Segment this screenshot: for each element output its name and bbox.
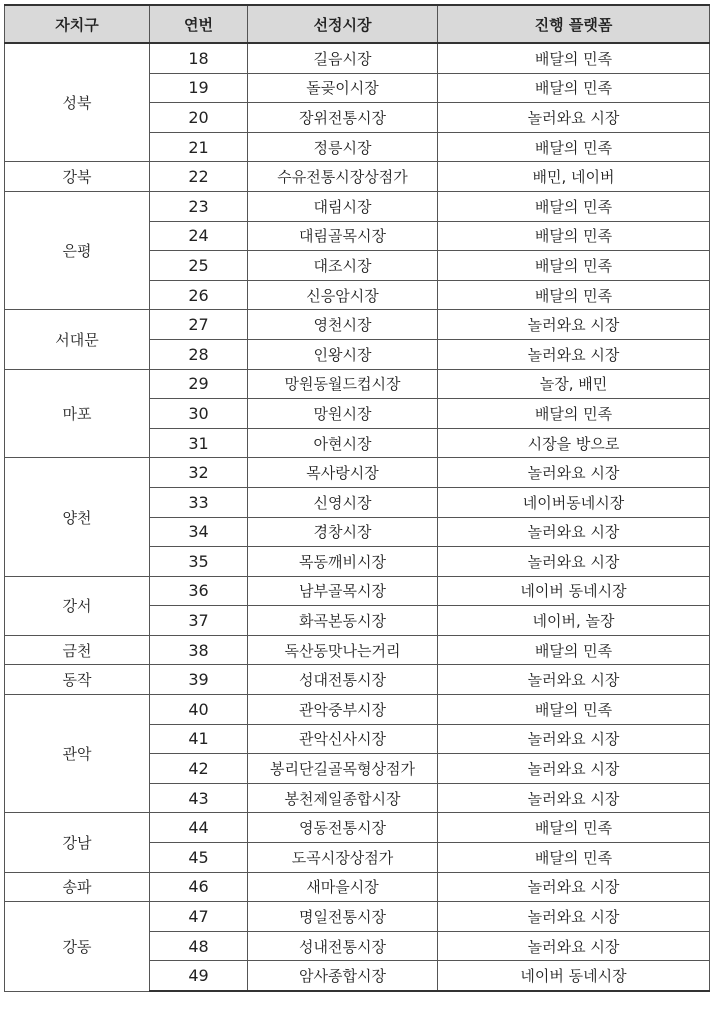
platform-cell: 배달의 민족 [438,221,710,251]
market-cell: 영천시장 [248,310,438,340]
district-cell: 양천 [5,458,150,576]
platform-cell: 놀러와요 시장 [438,339,710,369]
platform-cell: 배달의 민족 [438,73,710,103]
district-cell: 관악 [5,695,150,813]
market-cell: 목사랑시장 [248,458,438,488]
market-cell: 도곡시장상점가 [248,843,438,873]
district-cell: 강동 [5,902,150,991]
platform-cell: 네이버동네시장 [438,487,710,517]
table-row [5,695,710,725]
platform-cell: 배달의 민족 [438,813,710,843]
platform-cell: 놀러와요 시장 [438,902,710,932]
platform-cell: 놀러와요 시장 [438,931,710,961]
market-cell: 독산동맛나는거리 [248,635,438,665]
number-cell: 34 [150,517,248,547]
platform-cell: 놀러와요 시장 [438,783,710,813]
number-cell: 41 [150,724,248,754]
market-cell: 신응암시장 [248,280,438,310]
table-row [5,902,710,932]
table-row [5,162,710,192]
market-cell: 화곡본동시장 [248,606,438,636]
number-cell: 47 [150,902,248,932]
header-district: 자치구 [5,5,150,43]
market-cell: 성대전통시장 [248,665,438,695]
district-cell: 성북 [5,43,150,162]
header-number: 연번 [150,5,248,43]
market-cell: 관악신사시장 [248,724,438,754]
market-cell: 인왕시장 [248,339,438,369]
platform-cell: 네이버 동네시장 [438,961,710,991]
number-cell: 43 [150,783,248,813]
number-cell: 26 [150,280,248,310]
market-cell: 봉천제일종합시장 [248,783,438,813]
table-row [5,872,710,902]
platform-cell: 배달의 민족 [438,43,710,73]
number-cell: 48 [150,931,248,961]
platform-cell: 놀러와요 시장 [438,547,710,577]
table-header-row [5,5,710,43]
platform-cell: 배달의 민족 [438,399,710,429]
number-cell: 27 [150,310,248,340]
market-cell: 봉리단길골목형상점가 [248,754,438,784]
market-cell: 명일전통시장 [248,902,438,932]
platform-cell: 놀러와요 시장 [438,724,710,754]
number-cell: 46 [150,872,248,902]
market-cell: 경창시장 [248,517,438,547]
header-platform: 진행 플랫폼 [438,5,710,43]
platform-cell: 놀장, 배민 [438,369,710,399]
market-cell: 새마을시장 [248,872,438,902]
number-cell: 22 [150,162,248,192]
market-cell: 정릉시장 [248,132,438,162]
number-cell: 21 [150,132,248,162]
district-cell: 서대문 [5,310,150,369]
platform-cell: 네이버 동네시장 [438,576,710,606]
platform-cell: 놀러와요 시장 [438,754,710,784]
table-row [5,191,710,221]
platform-cell: 놀러와요 시장 [438,872,710,902]
number-cell: 38 [150,635,248,665]
number-cell: 35 [150,547,248,577]
district-cell: 마포 [5,369,150,458]
header-market: 선정시장 [248,5,438,43]
platform-cell: 놀러와요 시장 [438,310,710,340]
platform-cell: 배달의 민족 [438,280,710,310]
platform-cell: 시장을 방으로 [438,428,710,458]
number-cell: 19 [150,73,248,103]
number-cell: 40 [150,695,248,725]
number-cell: 36 [150,576,248,606]
market-cell: 수유전통시장상점가 [248,162,438,192]
number-cell: 39 [150,665,248,695]
platform-cell: 배달의 민족 [438,132,710,162]
district-cell: 송파 [5,872,150,902]
market-cell: 망원동월드컵시장 [248,369,438,399]
platform-cell: 배달의 민족 [438,251,710,281]
number-cell: 44 [150,813,248,843]
table-row [5,813,710,843]
market-cell: 망원시장 [248,399,438,429]
platform-cell: 놀러와요 시장 [438,458,710,488]
market-cell: 대림골목시장 [248,221,438,251]
platform-cell: 놀러와요 시장 [438,665,710,695]
platform-cell: 네이버, 놀장 [438,606,710,636]
market-cell: 남부골목시장 [248,576,438,606]
platform-cell: 놀러와요 시장 [438,517,710,547]
table-row [5,458,710,488]
number-cell: 33 [150,487,248,517]
table-row [5,635,710,665]
platform-cell: 놀러와요 시장 [438,103,710,133]
market-cell: 대림시장 [248,191,438,221]
number-cell: 37 [150,606,248,636]
platform-cell: 배달의 민족 [438,635,710,665]
table-row [5,310,710,340]
district-cell: 강서 [5,576,150,635]
table-row [5,43,710,73]
number-cell: 49 [150,961,248,991]
platform-cell: 배달의 민족 [438,843,710,873]
market-cell: 장위전통시장 [248,103,438,133]
market-cell: 관악중부시장 [248,695,438,725]
district-cell: 동작 [5,665,150,695]
district-cell: 은평 [5,191,150,309]
number-cell: 20 [150,103,248,133]
table-row [5,665,710,695]
number-cell: 32 [150,458,248,488]
table-body [5,43,710,991]
district-cell: 강남 [5,813,150,872]
market-cell: 돌곶이시장 [248,73,438,103]
market-cell: 목동깨비시장 [248,547,438,577]
market-cell: 대조시장 [248,251,438,281]
number-cell: 28 [150,339,248,369]
market-cell: 영동전통시장 [248,813,438,843]
number-cell: 23 [150,191,248,221]
market-cell: 신영시장 [248,487,438,517]
market-platform-table [4,4,710,992]
number-cell: 25 [150,251,248,281]
market-cell: 암사종합시장 [248,961,438,991]
market-cell: 성내전통시장 [248,931,438,961]
number-cell: 31 [150,428,248,458]
table-row [5,369,710,399]
number-cell: 45 [150,843,248,873]
market-cell: 길음시장 [248,43,438,73]
number-cell: 29 [150,369,248,399]
platform-cell: 배달의 민족 [438,695,710,725]
district-cell: 강북 [5,162,150,192]
table-row [5,576,710,606]
number-cell: 24 [150,221,248,251]
platform-cell: 배달의 민족 [438,191,710,221]
number-cell: 42 [150,754,248,784]
number-cell: 18 [150,43,248,73]
district-cell: 금천 [5,635,150,665]
platform-cell: 배민, 네이버 [438,162,710,192]
number-cell: 30 [150,399,248,429]
market-cell: 아현시장 [248,428,438,458]
